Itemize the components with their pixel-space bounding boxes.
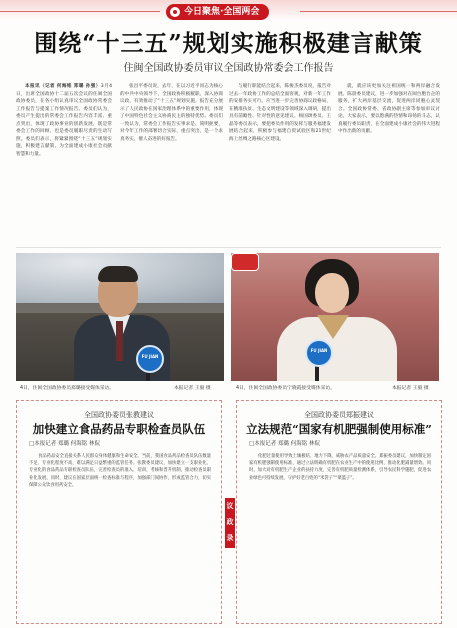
article-col4-text: 就，就应该更加关注祖国统一和两岸融合发展。陈晨委员建议，进一步加强对在闽台胞台企的服务，扩大两岸基层交流，促进两岸同胞心灵契合。全国政协常委、省政协副主席等参加审议讨论。大家表示，要以饱满的热情和昂扬的斗志，认真履行委员职责，在全面建成小康社会的伟大进程中作出新的贡献。	[338, 84, 440, 135]
header-rule-left	[0, 11, 160, 12]
box-byline: □本报记者 郑璐 何海铭 林侃	[249, 441, 320, 447]
article-column-1	[16, 83, 112, 245]
photo-credit-right: 本报记者 王毅 摄	[392, 386, 429, 391]
photo-male-member	[16, 253, 224, 381]
article-column-3	[229, 83, 331, 245]
section-title: 今日聚焦·全国两会	[184, 7, 260, 17]
column-divider	[16, 247, 441, 248]
person-face	[315, 273, 349, 313]
article-col3-text: 与履行职能结合起来，陈俊杰委员说，报告对过去一年政协工作的总结全面客观，对新一年工作的安排务实可行。应当进一步完善协商议政格局，在精准扶贫、生态文明建设等领域深入调研，提出具有前瞻性、针对性的意见建议。杨国颂委员、王晶等委员表示，要把委员作用的发挥与服务福建发展结合起来，积极参与福建自贸试验区和21世纪海上丝绸之路核心区建设。	[229, 84, 331, 142]
side-tab-label: 议 政 录	[226, 502, 234, 542]
proposal-box-left	[16, 400, 222, 624]
article-byline: 本报讯（记者 何海铭 郑璐 孙强）	[25, 84, 101, 89]
box-title: 立法规范“国家有机肥强制使用标准”	[246, 422, 432, 436]
person-tie	[116, 321, 123, 361]
badge-dot-icon	[170, 7, 180, 17]
photo-caption-right: 4日，住闽全国政协委员宁晓霞接受媒体采访。	[236, 386, 335, 391]
person-hair	[98, 266, 138, 282]
box-byline: □本报记者 郑璐 何海铭 林侃	[29, 441, 100, 447]
microphone-icon: FU JIAN	[136, 345, 164, 373]
article-col2-text: 张昌平委员说，去年，在以习近平同志为核心的中共中央领导下，全国政协积极履职，深入协商议政，有效推动了“十三五”规划实施。报告充分展示了人民政协在国家治理体系中的重要作用，体现了中国特色社会主义协商民主的独特优势。委员们一致认为，常委会工作报告实事求是、简明扼要，对今年工作的部署切合实际、重点突出，是一个求真务实、催人奋进的好报告。	[120, 84, 223, 142]
box-kicker: 全国政协委员郑振建议	[304, 411, 374, 419]
photo-female-member	[231, 253, 439, 381]
microphone-icon: FU JIAN	[305, 339, 333, 367]
article-column-4	[338, 83, 440, 245]
article-col1-text: 3月4日，出席全国政协十二届五次会议的住闽全国政协委员，在各小组认真审议全国政协常委会工作报告与提案工作情况报告。委员们认为，委员产生提出的常委会工作报告内容丰富、重点突出，体现了政协事业的创新发展，既是常委会工作的回顾，也是委员履职尽责的生动写照。委员们表示，将紧紧围绕“十三五”规划实施，积极建言献策，为全面建成小康社会贡献智慧和力量。	[16, 84, 112, 157]
red-microphone-icon	[231, 253, 259, 271]
section-title-badge	[166, 4, 269, 20]
box-title: 加快建立食品药品专职检查员队伍	[32, 422, 206, 436]
photo-credit-left: 本报记者 王毅 摄	[174, 386, 211, 391]
main-subheadline: 住闽全国政协委员审议全国政协常委会工作报告	[123, 63, 334, 74]
side-tab	[225, 498, 235, 548]
proposal-box-right	[236, 400, 442, 624]
section-header-band	[0, 0, 457, 22]
article-column-2	[120, 83, 223, 245]
box-kicker: 全国政协委员张教建议	[84, 411, 154, 419]
box-body: 食品药品安全直接关系人民群众身体健康和生命安全。当前，我国食品药品检查员队伍数量不足、专业化程度不高，难以满足日益繁重的监管任务。张教委员建议，加快建立一支职业化、专业化的食品药品专职检查员队伍，完善检查员的准入、培训、考核和晋升机制，推动检查员职业化发展。同时，建议在国家层面统一检查标准与程序，加强部门间协作，形成监管合力，切实保障公众饮食用药安全。	[29, 454, 211, 488]
main-headline: 围绕“十三五”规划实施积极建言献策	[34, 30, 423, 57]
box-body: 化肥过量使用导致土壤板结、地力下降，威胁农产品质量安全。郑振委员建议，加快制定国家有机肥强制使用标准，通过立法明确有机肥在农业生产中的使用比例，推动化肥减量增效。同时，加大对有机肥生产企业的扶持力度，完善有机肥质量检测体系，引导农民科学施肥，促进农业绿色可持续发展，守护好老百姓的“米袋子”“菜篮子”。	[249, 454, 431, 481]
header-rule-right	[300, 11, 457, 12]
photo-caption-left: 4日，住闽全国政协委员郑璐接受媒体采访。	[20, 386, 115, 391]
